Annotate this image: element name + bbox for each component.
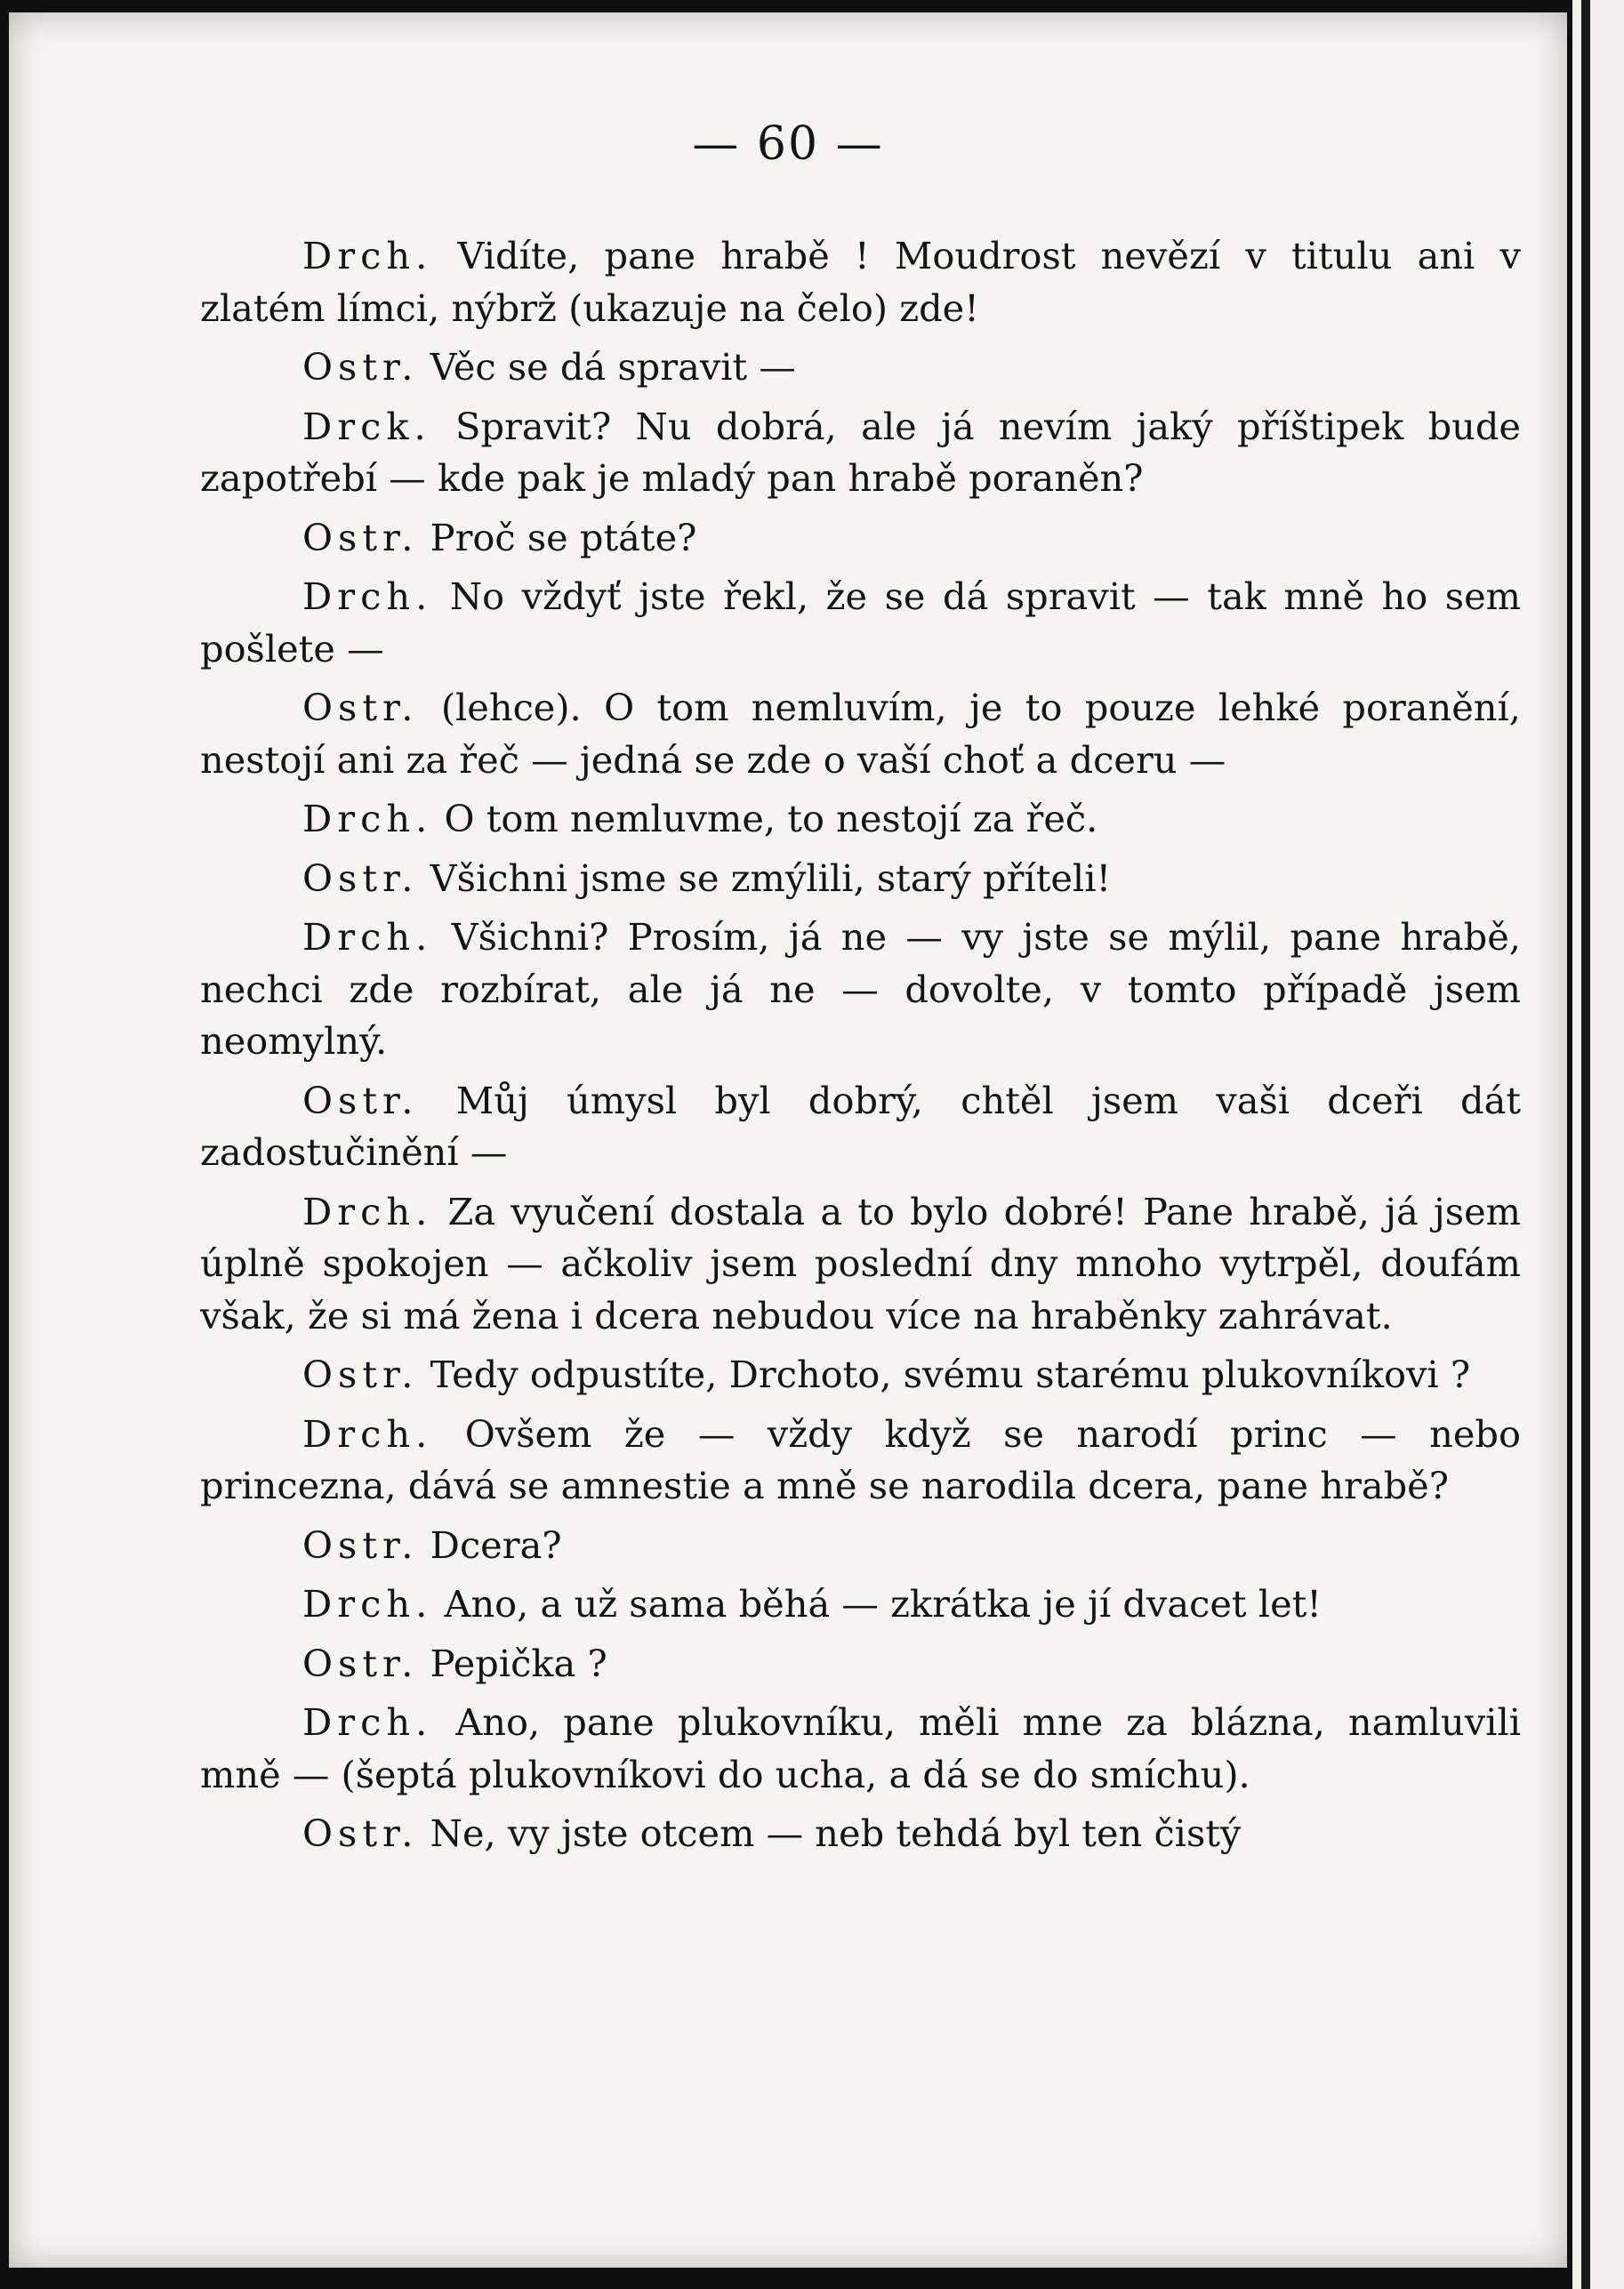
page-number: — 60 —: [692, 117, 884, 171]
paragraph-7: [200, 793, 1521, 846]
speech-text: Tedy odpustíte, Drchoto, svému starému plukovníkovi ?: [430, 1353, 1471, 1396]
speaker-name: Drck.: [302, 404, 431, 448]
paragraph-17: [200, 1697, 1521, 1801]
speech-text: Všichni? Prosím, já ne — vy jste se mýlil, pane hrabě, nechci zde rozbírat, ale já ne — dovolte, v tomto případě jsem neomylný.: [200, 915, 1521, 1063]
speaker-name: Drch.: [302, 1700, 433, 1744]
speaker-name: Ostr.: [302, 1641, 419, 1685]
speaker-name: Drch.: [302, 574, 433, 618]
speech-text: Proč se ptáte?: [430, 515, 697, 559]
paragraph-16: [200, 1638, 1521, 1691]
page-edge-strip: [1572, 0, 1624, 2289]
speaker-name: Drch.: [302, 797, 433, 840]
page-text: [200, 230, 1521, 1867]
speech-text: Můj úmysl byl dobrý, chtěl jsem vaši dceři dát zadostučinění —: [200, 1078, 1521, 1174]
speech-text: Za vyučení dostala a to bylo dobré! Pane hrabě, já jsem úplně spokojen — ačkoliv jsem poslední dny mnoho vytrpěl, doufám však, že si má žena i dcera nebudou více na hraběnky zahrávat.: [200, 1189, 1521, 1337]
paragraph-13: [200, 1409, 1521, 1513]
speech-text: Ne, vy jste otcem — neb tehdá byl ten čistý: [430, 1811, 1242, 1855]
speaker-name: Ostr.: [302, 1811, 419, 1855]
paragraph-6: [200, 682, 1521, 786]
page-edge-shadow: [1581, 0, 1590, 2289]
speech-text: Všichni jsme se zmýlili, starý příteli!: [430, 855, 1112, 900]
speech-text: (lehce). O tom nemluvím, je to pouze lehké poranění, nestojí ani za řeč — jedná se zde o vaší choť a dceru —: [200, 686, 1521, 782]
speaker-name: Ostr.: [302, 855, 419, 900]
paragraph-2: [200, 341, 1521, 394]
speech-text: Pepička ?: [430, 1641, 607, 1685]
paragraph-3: [200, 401, 1521, 505]
paragraph-12: [200, 1349, 1521, 1402]
speaker-name: Drch.: [302, 234, 433, 277]
speech-text: Ano, a už sama běhá — zkrátka je jí dvacet let!: [444, 1582, 1322, 1626]
speech-text: No vždyť jste řekl, že se dá spravit — tak mně ho sem pošlete —: [200, 574, 1521, 671]
paragraph-15: [200, 1578, 1521, 1631]
speech-text: Ovšem že — vždy když se narodí princ — nebo princezna, dává se amnestie a mně se narodila dcera, pane hrabě?: [200, 1411, 1521, 1507]
speaker-name: Drch.: [302, 915, 433, 959]
paragraph-10: [200, 1075, 1521, 1179]
speaker-name: Ostr.: [302, 686, 419, 729]
speech-text: Věc se dá spravit —: [430, 345, 796, 389]
paragraph-8: [200, 853, 1521, 905]
paragraph-11: [200, 1186, 1521, 1343]
speaker-name: Drch.: [302, 1189, 433, 1233]
paragraph-5: [200, 571, 1521, 675]
paragraph-18: [200, 1808, 1521, 1860]
paragraph-4: [200, 512, 1521, 565]
speech-text: Ano, pane plukovníku, měli mne za blázna, namluvili mně — (šeptá plukovníkovi do ucha, a dá se do smíchu).: [200, 1700, 1521, 1796]
speaker-name: Drch.: [302, 1582, 433, 1626]
paper-sheet: [9, 12, 1567, 2268]
speech-text: Dcera?: [430, 1522, 562, 1567]
speech-text: O tom nemluvme, to nestojí za řeč.: [444, 797, 1098, 840]
speaker-name: Ostr.: [302, 515, 419, 559]
speaker-name: Ostr.: [302, 1522, 419, 1567]
paragraph-9: [200, 912, 1521, 1068]
paragraph-14: [200, 1520, 1521, 1572]
speech-text: Spravit? Nu dobrá, ale já nevím jaký příštipek bude zapotřebí — kde pak je mladý pan hrabě poraněn?: [200, 404, 1521, 500]
speech-text: Vidíte, pane hrabě ! Moudrost nevězí v titulu ani v zlatém límci, nýbrž (ukazuje na čelo) zde!: [200, 234, 1521, 330]
speaker-name: Ostr.: [302, 1078, 419, 1122]
speaker-name: Drch.: [302, 1411, 433, 1456]
speaker-name: Ostr.: [302, 345, 419, 389]
paragraph-1: [200, 230, 1521, 334]
speaker-name: Ostr.: [302, 1353, 419, 1396]
